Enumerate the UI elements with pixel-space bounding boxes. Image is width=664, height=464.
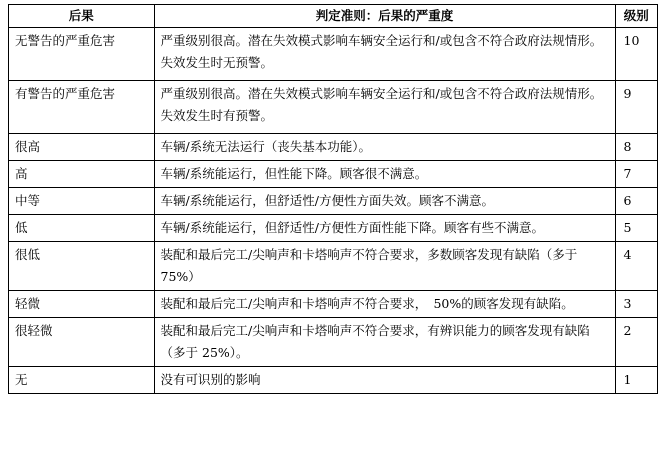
criteria-cell: 没有可识别的影响 xyxy=(154,367,615,394)
criteria-cell: 车辆/系统能运行，但性能下降。顾客很不满意。 xyxy=(154,161,615,188)
level-cell: 9 xyxy=(615,81,658,134)
table-row xyxy=(9,215,658,242)
table-row xyxy=(9,367,658,394)
criteria-cell: 装配和最后完工/尖响声和卡塔响声不符合要求， 50%的顾客发现有缺陷。 xyxy=(154,291,615,318)
criteria-cell: 装配和最后完工/尖响声和卡塔响声不符合要求，有辨识能力的顾客发现有缺陷（多于 25%）。 xyxy=(154,318,615,367)
criteria-cell: 车辆/系统无法运行（丧失基本功能）。 xyxy=(154,134,615,161)
level-cell: 5 xyxy=(615,215,658,242)
consequence-cell: 高 xyxy=(9,161,155,188)
criteria-cell: 车辆/系统能运行，但舒适性/方便性方面性能下降。顾客有些不满意。 xyxy=(154,215,615,242)
table-row xyxy=(9,81,658,134)
level-cell: 3 xyxy=(615,291,658,318)
criteria-cell: 装配和最后完工/尖响声和卡塔响声不符合要求，多数顾客发现有缺陷（多于 75%） xyxy=(154,242,615,291)
severity-table xyxy=(8,4,658,394)
level-cell: 7 xyxy=(615,161,658,188)
table-row xyxy=(9,291,658,318)
consequence-cell: 很轻微 xyxy=(9,318,155,367)
criteria-cell: 严重级别很高。潜在失效模式影响车辆安全运行和/或包含不符合政府法规情形。失效发生时无预警。 xyxy=(154,28,615,81)
table-row xyxy=(9,134,658,161)
header-criteria: 判定准则：后果的严重度 xyxy=(154,5,615,28)
consequence-cell: 轻微 xyxy=(9,291,155,318)
criteria-cell: 严重级别很高。潜在失效模式影响车辆安全运行和/或包含不符合政府法规情形。失效发生时有预警。 xyxy=(154,81,615,134)
level-cell: 8 xyxy=(615,134,658,161)
level-cell: 1 xyxy=(615,367,658,394)
consequence-cell: 无警告的严重危害 xyxy=(9,28,155,81)
table-row xyxy=(9,242,658,291)
criteria-cell: 车辆/系统能运行，但舒适性/方便性方面失效。顾客不满意。 xyxy=(154,188,615,215)
consequence-cell: 很高 xyxy=(9,134,155,161)
table-header-row xyxy=(9,5,658,28)
table-row xyxy=(9,28,658,81)
table-row xyxy=(9,161,658,188)
header-consequence: 后果 xyxy=(9,5,155,28)
consequence-cell: 有警告的严重危害 xyxy=(9,81,155,134)
consequence-cell: 低 xyxy=(9,215,155,242)
level-cell: 10 xyxy=(615,28,658,81)
table-row xyxy=(9,318,658,367)
table-row xyxy=(9,188,658,215)
consequence-cell: 中等 xyxy=(9,188,155,215)
level-cell: 4 xyxy=(615,242,658,291)
header-level: 级别 xyxy=(615,5,658,28)
level-cell: 2 xyxy=(615,318,658,367)
consequence-cell: 很低 xyxy=(9,242,155,291)
level-cell: 6 xyxy=(615,188,658,215)
consequence-cell: 无 xyxy=(9,367,155,394)
